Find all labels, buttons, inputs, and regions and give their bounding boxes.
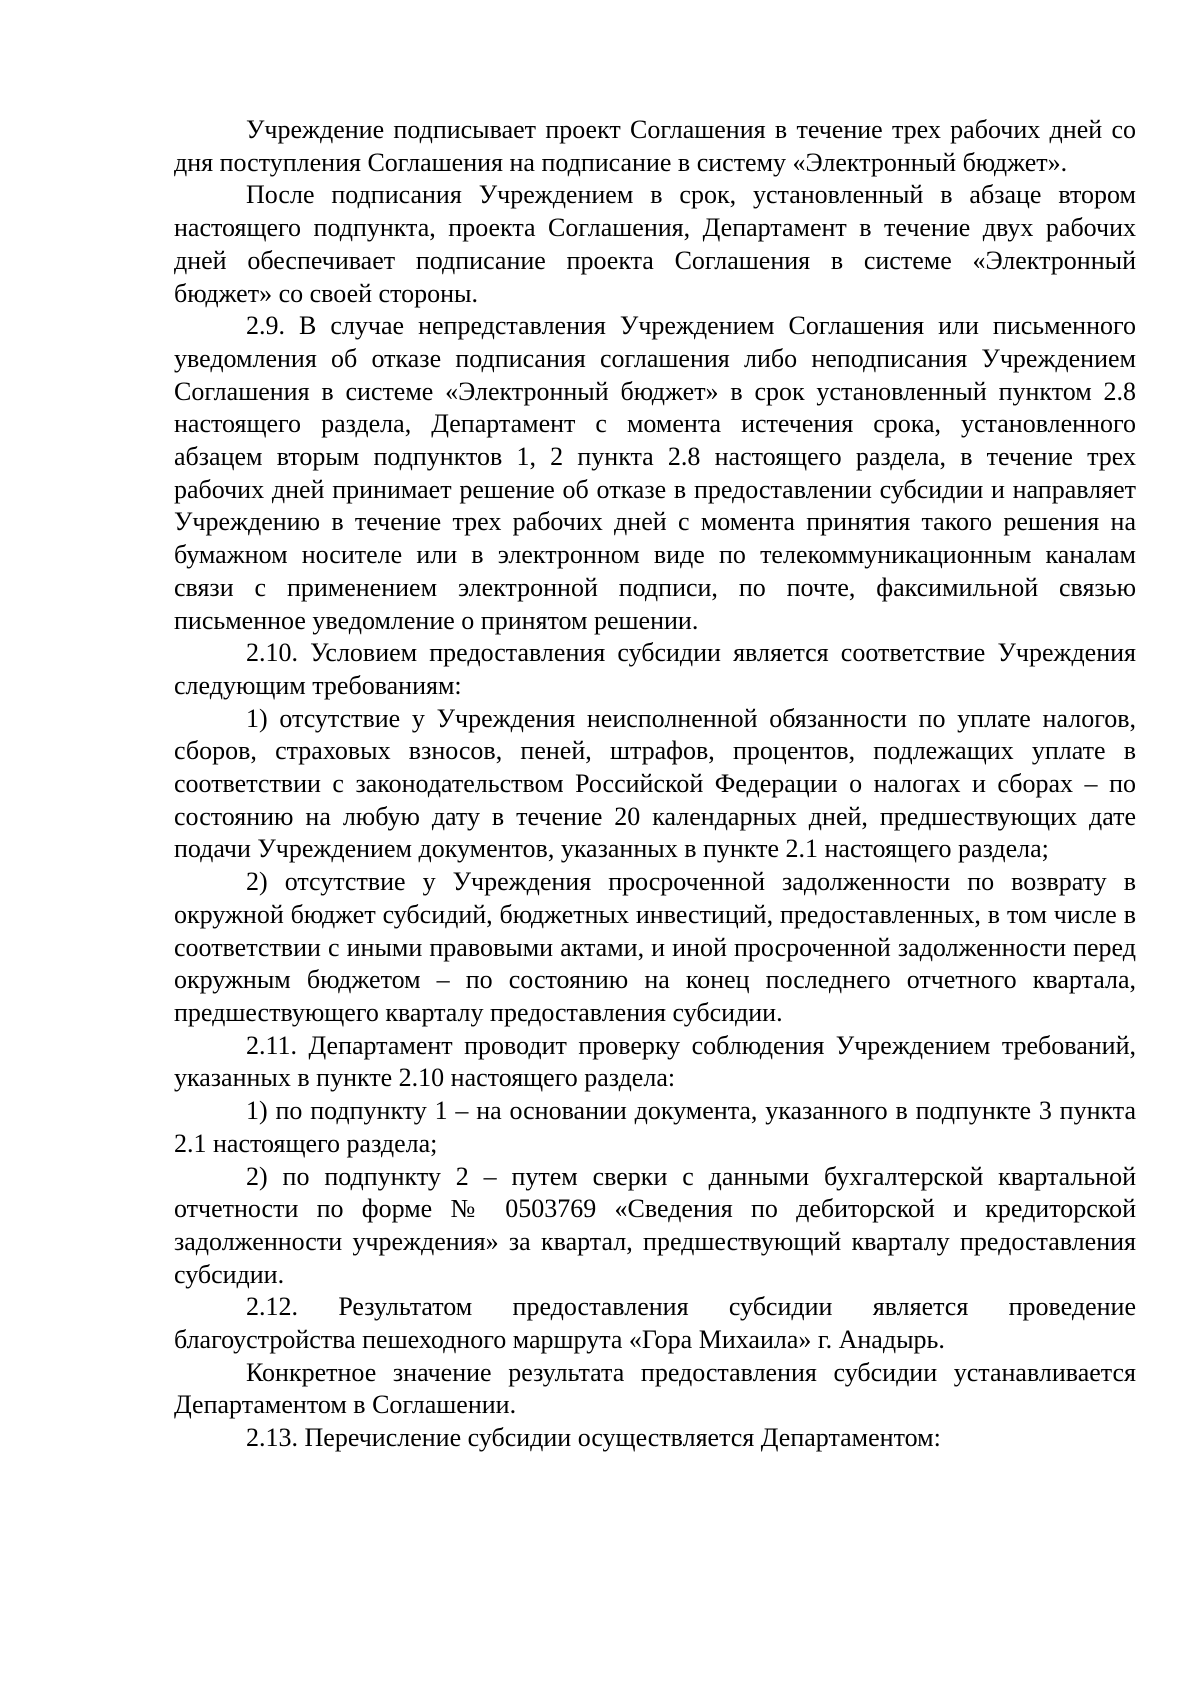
paragraph-2-9-refusal: 2.9. В случае непредставления Учреждением Соглашения или письменного уведомления об отказе подписания соглашения либо неподписания Учреждением Соглашения в системе «Электронный бюджет» в срок установленный пунктом 2.8 настоящего раздела, Департамент с момента истечения срока, установленного абзацем вторым подпунктов 1, 2 пункта 2.8 настоящего раздела, в течение трех рабочих дней принимает решение об отказе в предоставлении субсидии и направляет Учреждению в течение трех рабочих дней с момента принятия такого решения на бумажном носителе или в электронном виде по телекоммуникационным каналам связи с применением электронной подписи, по почте, факсимильной связью письменное уведомление о принятом решении. [174,311,1136,635]
list-item-requirement-1: 1) отсутствие у Учреждения неисполненной обязанности по уплате налогов, сборов, страховых взносов, пеней, штрафов, процентов, подлежащих уплате в соответствии с законодательством Российской Федерации о налогах и сборах – по состоянию на любую дату в течение 20 календарных дней, предшествующих дате подачи Учреждением документов, указанных в пункте 2.1 настоящего раздела; [174,703,1136,864]
paragraph-2-13-transfer: 2.13. Перечисление субсидии осуществляется Департаментом: [246,1423,941,1453]
paragraph-signing-deadline: Учреждение подписывает проект Соглашения в течение трех рабочих дней со дня поступления Соглашения на подписание в систему «Электронный бюджет». [174,115,1136,177]
list-item-verification-1: 1) по подпункту 1 – на основании документа, указанного в подпункте 3 пункта 2.1 настоящего раздела; [174,1096,1136,1158]
paragraph-2-12-result: 2.12. Результатом предоставления субсидии является проведение благоустройства пешеходного маршрута «Гора Михаила» г. Анадырь. [174,1292,1136,1355]
document-body [174,114,1136,1455]
paragraph-2-10-conditions: 2.10. Условием предоставления субсидии является соответствие Учреждения следующим требованиям: [174,638,1136,700]
paragraph-result-value: Конкретное значение результата предоставления субсидии устанавливается Департаментом в Соглашении. [174,1357,1136,1420]
paragraph-department-signing: После подписания Учреждением в срок, установленный в абзаце втором настоящего подпункта, проекта Соглашения, Департамент в течение двух рабочих дней обеспечивает подписание проекта Соглашения в системе «Электронный бюджет» со своей стороны. [174,180,1136,308]
paragraph-2-11-verification: 2.11. Департамент проводит проверку соблюдения Учреждением требований, указанных в пункте 2.10 настоящего раздела: [174,1030,1136,1093]
list-item-requirement-2: 2) отсутствие у Учреждения просроченной задолженности по возврату в окружной бюджет субсидий, бюджетных инвестиций, предоставленных, в том числе в соответствии с иными правовыми актами, и иной просроченной задолженности перед окружным бюджетом – по состоянию на конец последнего отчетного квартала, предшествующего кварталу предоставления субсидии. [174,867,1136,1027]
list-item-verification-2: 2) по подпункту 2 – путем сверки с данными бухгалтерской квартальной отчетности по форме № 0503769 «Сведения по дебиторской и кредиторской задолженности учреждения» за квартал, предшествующий кварталу предоставления субсидии. [174,1161,1136,1289]
